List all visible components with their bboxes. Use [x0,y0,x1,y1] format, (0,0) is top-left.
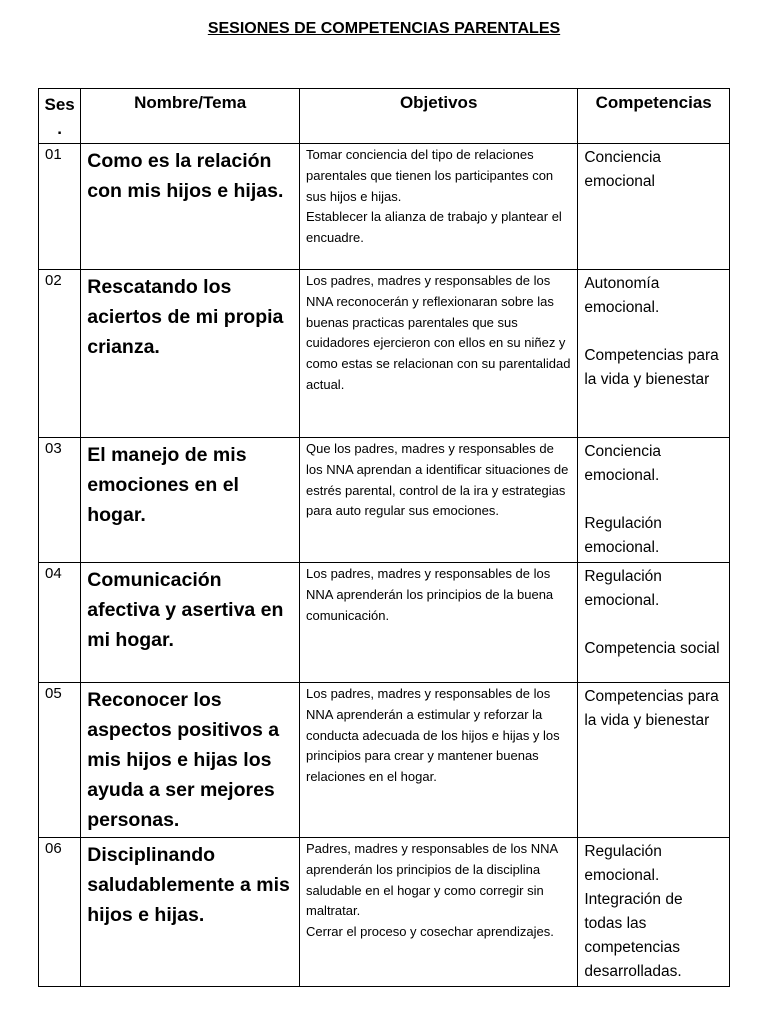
table-row [39,838,730,987]
objective-text: Cerrar el proceso y cosechar aprendizajes. [306,924,554,940]
session-competencies [578,838,730,987]
competency-text: Regulación emocional. [584,843,662,884]
competency-text: Autonomía emocional. [584,275,660,316]
session-name: Reconocer los aspectos positivos a mis hijos e hijas los ayuda a ser mejores personas. [81,683,300,838]
objective-text: Tomar conciencia del tipo de relaciones parentales que tienen los participantes con sus hijos e hijas. [306,147,554,204]
session-name: Disciplinando saludablemente a mis hijos e hijas. [81,838,300,987]
session-number: 02 [39,270,81,438]
table-header-row [39,89,730,144]
session-competencies [578,270,730,438]
objective-text: Padres, madres y responsables de los NNA aprenderán los principios de la disciplina saludable en el hogar y como corregir sin maltratar. [306,841,558,919]
session-objectives [300,563,578,683]
table-body [39,144,730,987]
competency-text: Conciencia emocional. [584,443,662,484]
session-objectives [300,838,578,987]
competency-text: Regulación emocional. [584,515,662,556]
competency-text: Competencias para la vida y bienestar [584,347,719,388]
session-competencies [578,563,730,683]
competency-text: Regulación emocional. [584,568,662,609]
session-number: 03 [39,438,81,563]
session-name: Como es la relación con mis hijos e hijas. [81,144,300,270]
objective-text: Establecer la alianza de trabajo y plantear el encuadre. [306,209,562,246]
competency-text: Competencia social [584,640,720,657]
session-competencies [578,683,730,838]
session-objectives [300,438,578,563]
document-title: SESIONES DE COMPETENCIAS PARENTALES [207,20,561,37]
objective-text: Los padres, madres y responsables de los NNA aprenderán los principios de la buena comunicación. [306,566,554,623]
objective-text: Los padres, madres y responsables de los NNA aprenderán a estimular y reforzar la conducta adecuada de los hijos e hijas y los principios para crear y mantener buenas relaciones en el hogar. [306,686,560,785]
header-competencies: Competencias [578,89,730,144]
header-name: Nombre/Tema [81,89,300,144]
competency-text: Competencias para la vida y bienestar [584,688,719,729]
session-objectives [300,270,578,438]
table-row [39,270,730,438]
competency-text: Integración de todas las competencias desarrolladas. [584,891,683,980]
session-competencies [578,438,730,563]
competency-text: Conciencia emocional [584,149,662,190]
session-number: 06 [39,838,81,987]
session-number: 04 [39,563,81,683]
session-number: 05 [39,683,81,838]
sessions-table [38,88,730,987]
session-objectives [300,683,578,838]
table-row [39,144,730,270]
objective-text: Los padres, madres y responsables de los NNA reconocerán y reflexionaran sobre las buenas practicas parentales que sus cuidadores ejercieron con ellos en su niñez y como estas se relacionan con su parentalidad actual. [306,273,571,392]
session-competencies [578,144,730,270]
table-row [39,438,730,563]
session-number: 01 [39,144,81,270]
table-row [39,683,730,838]
session-name: Comunicación afectiva y asertiva en mi hogar. [81,563,300,683]
session-name: Rescatando los aciertos de mi propia crianza. [81,270,300,438]
header-objectives: Objetivos [300,89,578,144]
session-name: El manejo de mis emociones en el hogar. [81,438,300,563]
header-ses: Ses . [39,89,81,144]
table-row [39,563,730,683]
session-objectives [300,144,578,270]
objective-text: Que los padres, madres y responsables de los NNA aprendan a identificar situaciones de estrés parental, control de la ira y estrategias para auto regular sus emociones. [306,441,569,519]
